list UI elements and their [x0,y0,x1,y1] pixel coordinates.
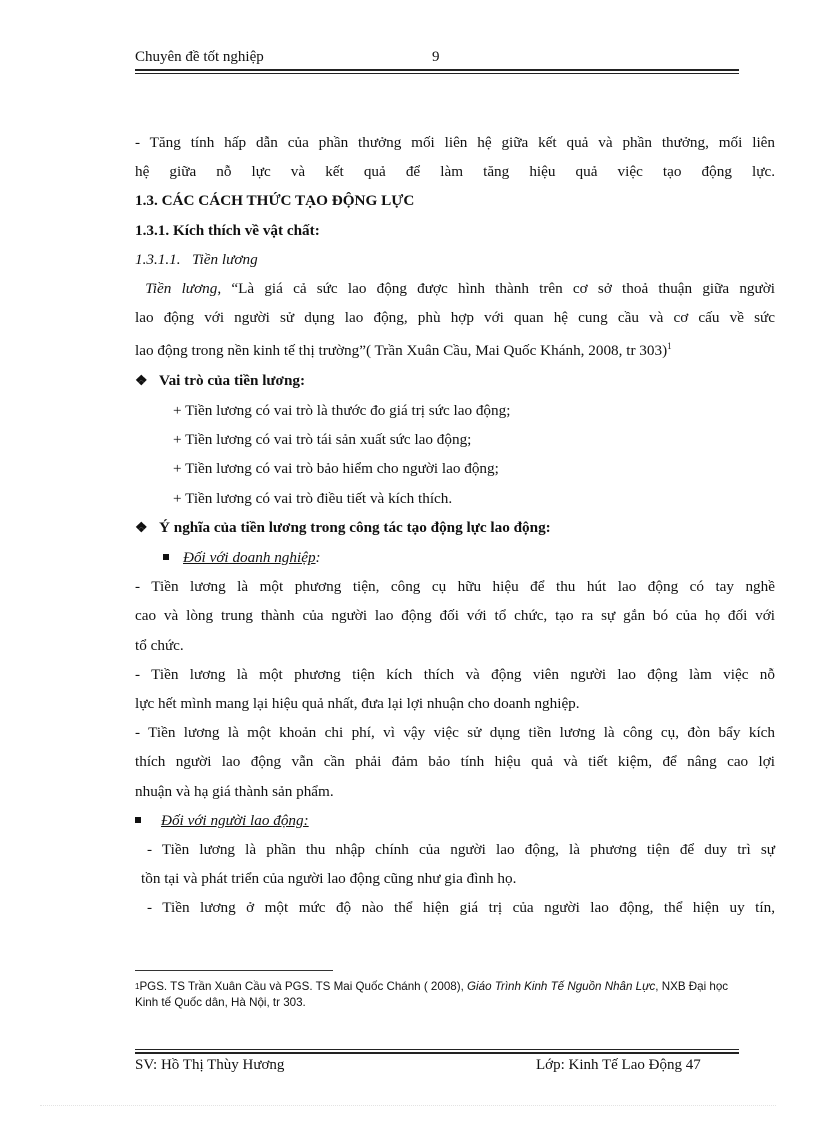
subsubsection-heading: 1.3.1.1. Tiền lương [135,250,258,268]
role-item: + Tiền lương có vai trò điều tiết và kích thích. [173,489,453,507]
header-rule-thin [135,73,739,74]
enterprise-label: Đối với doanh nghiệp [183,548,316,566]
footnote-separator [135,970,333,971]
diamond-bullet-icon: ❖ [135,520,148,536]
paragraph-line: lực hết mình mang lại hiệu quả nhất, đưa lại lợi nhuận cho doanh nghiệp. [135,694,580,712]
header-rule-thick [135,69,739,71]
footnote-ref[interactable]: 1 [667,341,672,352]
footnote-mark: 1 [135,982,140,991]
diamond-bullet-icon: ❖ [135,373,148,389]
definition-text: , “Là giá cả sức lao động được hình thành trên cơ sở thoả thuận giữa người [217,280,775,298]
section-heading: 1.3. CÁC CÁCH THỨC TẠO ĐỘNG LỰC [135,192,415,210]
intro-line: - Tăng tính hấp dẫn của phần thưởng mối liên hệ giữa kết quả và phần thưởng, mối liên [135,134,775,151]
footnote-publisher: , NXB Đại học Kinh tế Quốc dân, Hà Nội, tr 303. [135,980,729,1009]
roles-heading-text: Vai trò của tiền lương: [159,371,306,389]
page-body [135,128,775,923]
definition-text: lao động trong nền kinh tế thị trường”( Trần Xuân Cầu, Mai Quốc Khánh, 2008, tr 303) [135,342,668,360]
footer-rule-thin [135,1049,739,1050]
footnote [135,979,735,1010]
page-edge-dots [40,1105,776,1106]
worker-label: Đối với người lao động: [161,811,309,829]
definition-term: Tiền lương [145,280,218,298]
paragraph-line: - Tiền lương là phần thu nhập chính của người lao động, là phương tiện để duy trì sự [147,840,775,858]
worker-subheading [135,806,775,835]
paragraph-line: nhuận và hạ giá thành sản phẩm. [135,782,334,800]
page-number: 9 [432,49,440,65]
paragraph-line: thích người lao động vẫn cần phải đảm bảo tính hiệu quả và tiết kiệm, để nâng cao lợi [135,753,775,771]
role-item: + Tiền lương có vai trò là thước đo giá trị sức lao động; [173,401,511,419]
role-item: + Tiền lương có vai trò bảo hiểm cho người lao động; [173,460,499,478]
header-title: Chuyên đề tốt nghiệp [135,49,264,65]
paragraph-line: - Tiền lương là một khoản chi phí, vì vậy việc sử dụng tiền lương là công cụ, đòn bẩy kích [135,724,775,742]
paragraph-line: tồn tại và phát triển của người lao động cũng như gia đình họ. [141,870,517,888]
footer-student: SV: Hồ Thị Thùy Hương [135,1057,285,1073]
enterprise-subheading [135,543,775,572]
definition-line [135,274,775,303]
paragraph-line: tổ chức. [135,636,184,654]
enterprise-colon: : [315,548,321,566]
intro-line: hệ giữa nỗ lực và kết quả để làm tăng hiệu quả việc tạo động lực. [135,163,775,181]
footer-class: Lớp: Kinh Tế Lao Động 47 [536,1057,701,1073]
paragraph-line: cao và lòng trung thành của người lao động đối với tổ chức, tạo ra sự gắn bó của họ đối với [135,607,775,625]
footer-rule-thick [135,1052,739,1054]
footnote-book-title: Giáo Trình Kinh Tế Nguồn Nhân Lực [467,980,656,993]
square-bullet-icon [135,806,147,813]
square-bullet-icon [163,543,175,550]
meaning-heading [135,513,775,543]
paragraph-line: - Tiền lương ở một mức độ nào thể hiện giá trị của người lao động, thể hiện uy tín, [147,899,775,917]
meaning-heading-text: Ý nghĩa của tiền lương trong công tác tạo động lực lao động: [159,518,551,536]
role-item: + Tiền lương có vai trò tái sản xuất sức lao động; [173,431,472,449]
paragraph-line: - Tiền lương là một phương tiện kích thích và động viên người lao động làm việc nỗ [135,665,775,683]
definition-line: lao động với người sử dụng lao động, phù hợp với quan hệ cung cầu và cơ cấu về sức [135,309,775,327]
paragraph-line: - Tiền lương là một phương tiện, công cụ hữu hiệu để thu hút lao động có tay nghề [135,578,775,596]
subsection-heading: 1.3.1. Kích thích về vật chất: [135,221,320,239]
definition-line [135,332,775,365]
footnote-authors: PGS. TS Trần Xuân Cầu và PGS. TS Mai Quốc Chánh ( 2008), [139,980,468,993]
roles-heading [135,366,775,396]
